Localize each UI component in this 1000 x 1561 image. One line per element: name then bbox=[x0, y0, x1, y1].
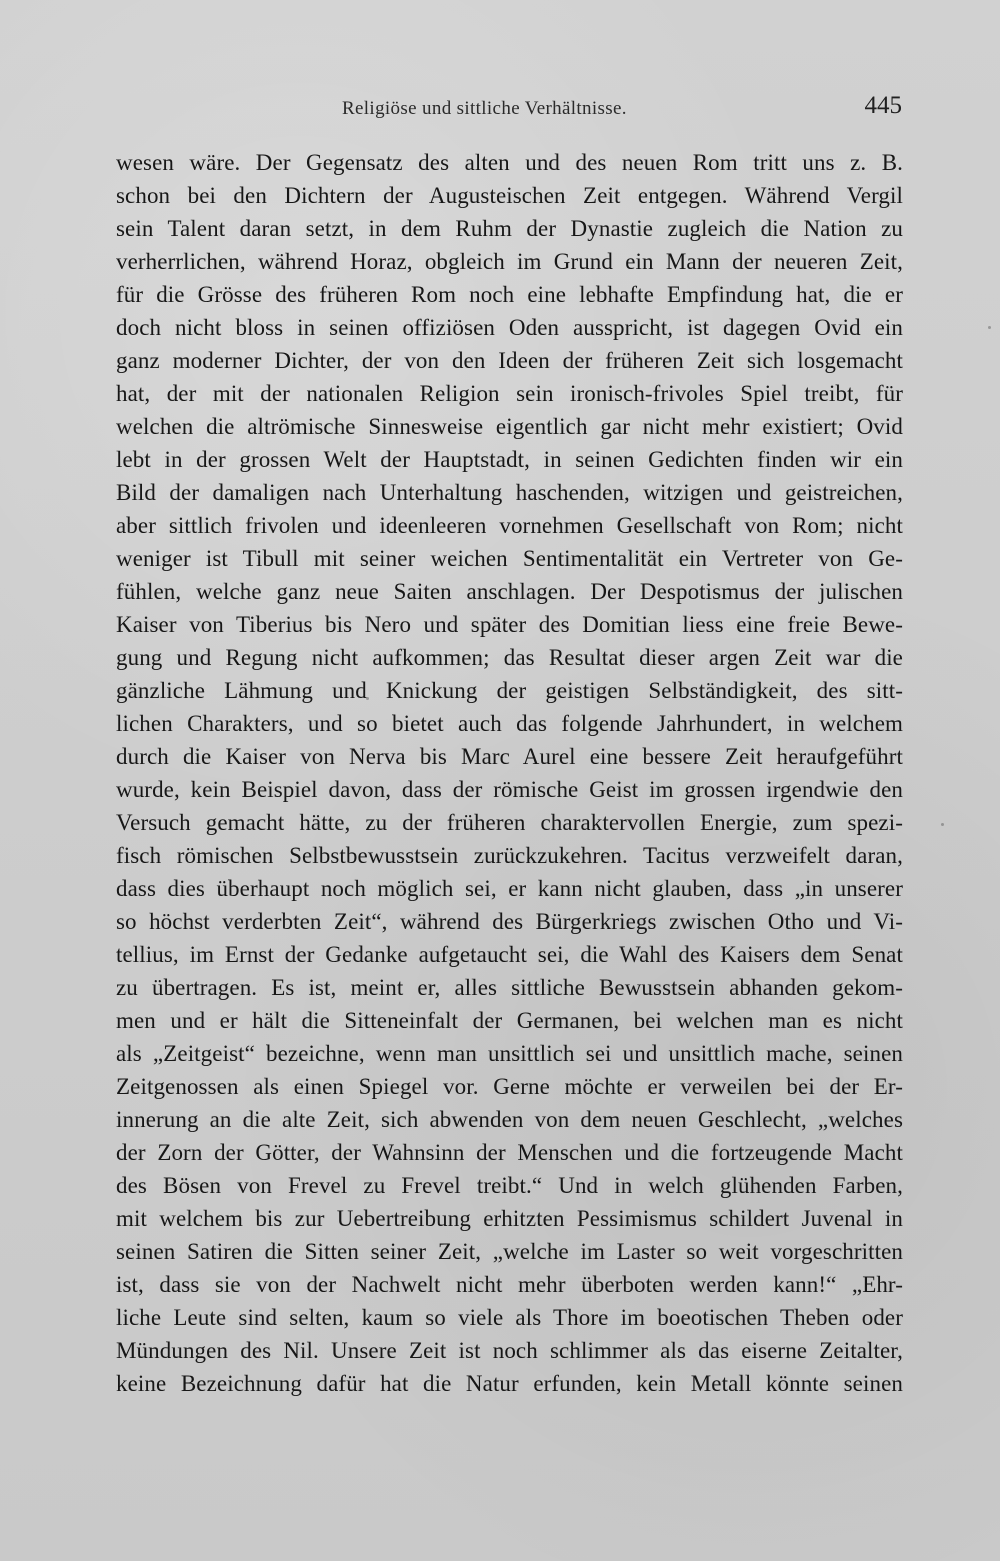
text-line: durch die Kaiser von Nerva bis Marc Aurel eine bessere Zeit heraufgeführt bbox=[116, 744, 903, 769]
text-line: mit welchem bis zur Uebertreibung erhitzten Pessimismus schildert Juvenal in bbox=[116, 1206, 903, 1231]
paper-speck bbox=[366, 697, 369, 700]
paper-speck bbox=[941, 823, 944, 826]
text-line: welchen die altrömische Sinnesweise eigentlich gar nicht mehr existiert; Ovid bbox=[116, 414, 903, 439]
text-line: für die Grösse des früheren Rom noch eine lebhafte Empfindung hat, die er bbox=[116, 282, 903, 307]
text-line: des Bösen von Frevel zu Frevel treibt.“ Und in welch glühenden Farben, bbox=[116, 1173, 903, 1198]
text-line: Mündungen des Nil. Unsere Zeit ist noch schlimmer als das eiserne Zeitalter, bbox=[116, 1338, 903, 1363]
text-line: gung und Regung nicht aufkommen; das Resultat dieser argen Zeit war die bbox=[116, 645, 903, 670]
text-line: tellius, im Ernst der Gedanke aufgetaucht sei, die Wahl des Kaisers dem Senat bbox=[116, 942, 903, 967]
text-line: als „Zeitgeist“ bezeichne, wenn man unsittlich sei und unsittlich mache, seinen bbox=[116, 1041, 903, 1066]
page-header bbox=[114, 92, 902, 130]
text-line: wesen wäre. Der Gegensatz des alten und des neuen Rom tritt uns z. B. bbox=[116, 150, 903, 175]
text-line: dass dies überhaupt noch möglich sei, er kann nicht glauben, dass „in unserer bbox=[116, 876, 903, 901]
text-line: wurde, kein Beispiel davon, dass der römische Geist im grossen irgendwie den bbox=[116, 777, 903, 802]
text-line: weniger ist Tibull mit seiner weichen Sentimentalität ein Vertreter von Ge- bbox=[116, 546, 903, 571]
text-line: schon bei den Dichtern der Augusteischen Zeit entgegen. Während Vergil bbox=[116, 183, 903, 208]
text-line: Zeitgenossen als einen Spiegel vor. Gerne möchte er verweilen bei der Er- bbox=[116, 1074, 903, 1099]
text-line: Kaiser von Tiberius bis Nero und später des Domitian liess eine freie Bewe- bbox=[116, 612, 903, 637]
text-line: ganz moderner Dichter, der von den Ideen der früheren Zeit sich losgemacht bbox=[116, 348, 903, 373]
text-line: lichen Charakters, und so bietet auch das folgende Jahrhundert, in welchem bbox=[116, 711, 903, 736]
text-line: lebt in der grossen Welt der Hauptstadt, in seinen Gedichten finden wir ein bbox=[116, 447, 903, 472]
text-line: aber sittlich frivolen und ideenleeren vornehmen Gesellschaft von Rom; nicht bbox=[116, 513, 903, 538]
text-line: Bild der damaligen nach Unterhaltung haschenden, witzigen und geistreichen, bbox=[116, 480, 903, 505]
text-line: ist, dass sie von der Nachwelt nicht mehr überboten werden kann!“ „Ehr- bbox=[116, 1272, 903, 1297]
text-line: liche Leute sind selten, kaum so viele als Thore im boeotischen Theben oder bbox=[116, 1305, 903, 1330]
text-line: seinen Satiren die Sitten seiner Zeit, „welche im Laster so weit vorgeschritten bbox=[116, 1239, 903, 1264]
text-line: so höchst verderbten Zeit“, während des Bürgerkriegs zwischen Otho und Vi- bbox=[116, 909, 903, 934]
text-line: verherrlichen, während Horaz, obgleich im Grund ein Mann der neueren Zeit, bbox=[116, 249, 903, 274]
text-line: men und er hält die Sitteneinfalt der Germanen, bei welchen man es nicht bbox=[116, 1008, 903, 1033]
text-line: gänzliche Lähmung und Knickung der geistigen Selbständigkeit, des sitt- bbox=[116, 678, 903, 703]
text-line: doch nicht bloss in seinen offiziösen Oden ausspricht, ist dagegen Ovid ein bbox=[116, 315, 903, 340]
body-text bbox=[116, 146, 903, 1426]
text-line: zu übertragen. Es ist, meint er, alles sittliche Bewusstsein abhanden gekom- bbox=[116, 975, 903, 1000]
running-head: Religiöse und sittliche Verhältnisse. bbox=[342, 98, 627, 119]
page-number: 445 bbox=[864, 92, 902, 119]
text-line: fisch römischen Selbstbewusstsein zurückzukehren. Tacitus verzweifelt daran, bbox=[116, 843, 903, 868]
text-line: fühlen, welche ganz neue Saiten anschlagen. Der Despotismus der julischen bbox=[116, 579, 903, 604]
text-line: der Zorn der Götter, der Wahnsinn der Menschen und die fortzeugende Macht bbox=[116, 1140, 903, 1165]
text-line: sein Talent daran setzt, in dem Ruhm der Dynastie zugleich die Nation zu bbox=[116, 216, 903, 241]
text-line: Versuch gemacht hätte, zu der früheren charaktervollen Energie, zum spezi- bbox=[116, 810, 903, 835]
text-line: keine Bezeichnung dafür hat die Natur erfunden, kein Metall könnte seinen bbox=[116, 1371, 903, 1396]
text-line: hat, der mit der nationalen Religion sein ironisch-frivoles Spiel treibt, für bbox=[116, 381, 903, 406]
paper-speck bbox=[988, 326, 991, 329]
text-line: innerung an die alte Zeit, sich abwenden von dem neuen Geschlecht, „welches bbox=[116, 1107, 903, 1132]
